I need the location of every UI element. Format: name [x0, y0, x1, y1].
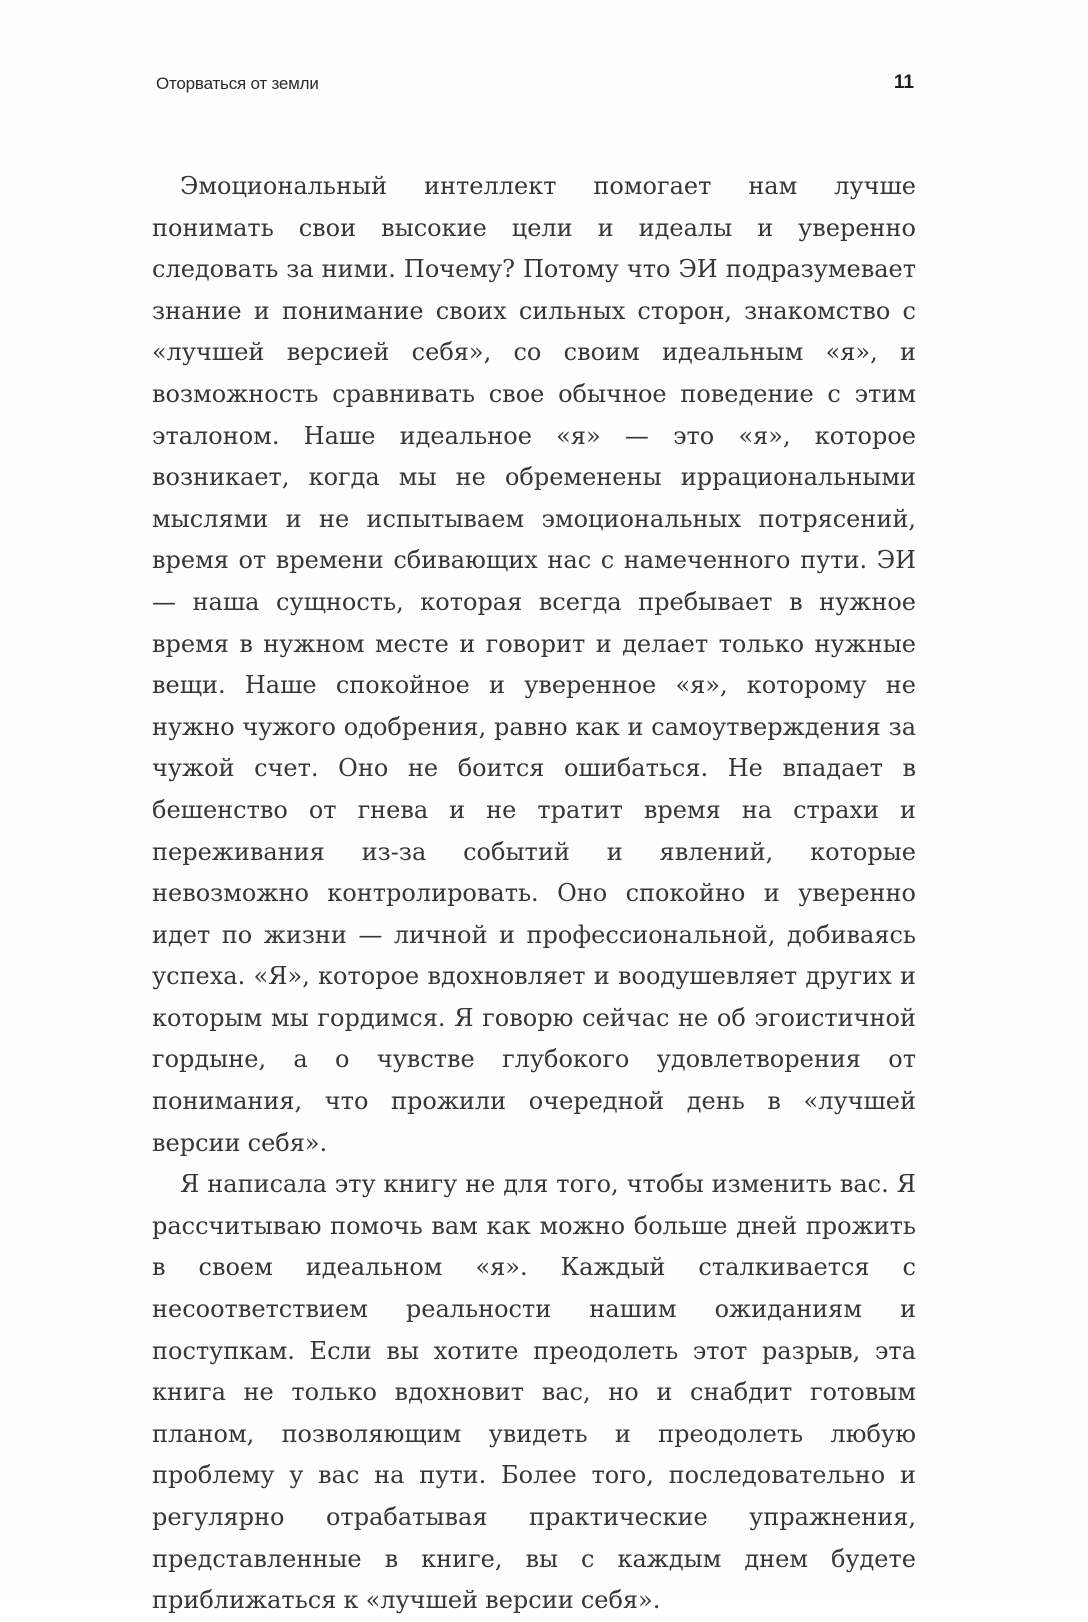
page-number: 11 [893, 72, 914, 93]
body-text [152, 166, 916, 1622]
paragraph: Эмоциональный интеллект помогает нам лучше понимать свои высокие цели и идеалы и уверенно следовать за ними. Почему? Потому что ЭИ подразумевает знание и понимание своих сильных сторон, знакомство с «лучшей версией себя», со своим идеальным «я», и возможность сравнивать свое обычное поведение с этим эталоном. Наше идеальное «я» — это «я», которое возникает, когда мы не обременены иррациональными мыслями и не испытываем эмоциональных потрясений, время от времени сбивающих нас с намеченного пути. ЭИ — наша сущность, которая всегда пребывает в нужное время в нужном месте и говорит и делает только нужные вещи. Наше спокойное и уверенное «я», которому не нужно чужого одобрения, равно как и самоутверждения за чужой счет. Оно не боится ошибаться. Не впадает в бешенство от гнева и не тратит время на страхи и переживания из-за событий и явлений, которые невозможно контролировать. Оно спокойно и уверенно идет по жизни — личной и профессиональной, добиваясь успеха. «Я», которое вдохновляет и воодушевляет других и которым мы гордимся. Я говорю сейчас не об эгоистичной гордыне, а о чувстве глубокого удовлетворения от понимания, что прожили очередной день в «лучшей версии себя». [152, 172, 916, 1157]
chapter-title: Оторваться от земли [156, 74, 319, 93]
paragraph: Я написала эту книгу не для того, чтобы изменить вас. Я рассчитываю помочь вам как можно больше дней прожить в своем идеальном «я». Каждый сталкивается с несоответствием реальности нашим ожиданиям и поступкам. Если вы хотите преодолеть этот разрыв, эта книга не только вдохновит вас, но и снабдит готовым планом, позволяющим увидеть и преодолеть любую проблему у вас на пути. Более того, последовательно и регулярно отрабатывая практические упражнения, представленные в книге, вы с каждым днем будете приближаться к «лучшей версии себя». [152, 1170, 916, 1615]
running-head [156, 74, 914, 100]
